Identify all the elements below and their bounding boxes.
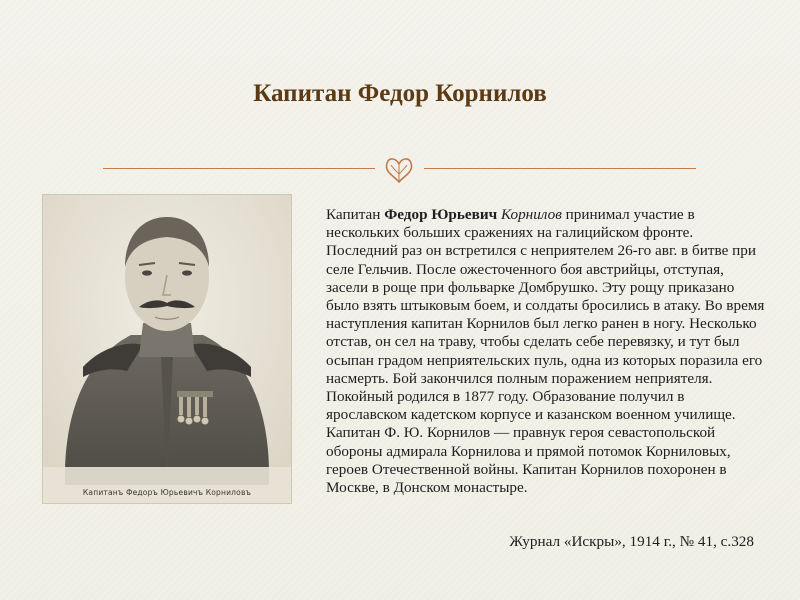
portrait-illustration — [43, 195, 291, 503]
intro-prefix: Капитан — [326, 206, 385, 223]
biography-body: принимал участие в нескольких больших сражениях на галицийском фронте. Последний раз он встретился с неприятелем 26-го авг. в битве при селе Гельчив. После ожесточенного боя австрийцы, отступая, засели в роще при фольварке Домбрушко. Эту рощу приказано было взять штыковым боем, и солдаты бросились в атаку. Во время наступления капитан Корнилов был легко ранен в ногу. Несколько отстав, он сел на траву, чтобы сделать себе перевязку, и тут был осыпан градом неприятельских пуль, одна из которых поразила его насмерть. Бой закончился полным поражением неприятеля. Покойный родился в 1877 году. Образование получил в ярославском кадетском корпусе и казанском военном училище. Капитан Ф. Ю. Корнилов — правнук героя севастопольской обороны адмирала Корнилова и прямой потомок Корниловых, героев Отечественной войны. Капитан Корнилов похоронен в Москве, в Донском монастыре. — [326, 206, 765, 497]
portrait-caption: Капитанъ Федоръ Юрьевичъ Корниловъ — [82, 488, 252, 497]
biography-text — [326, 206, 766, 497]
ornament-icon — [378, 148, 420, 190]
name-italic: Корнилов — [500, 206, 562, 223]
source-citation: Журнал «Искры», 1914 г., № 41, с.328 — [509, 533, 754, 550]
portrait-photo — [43, 195, 291, 503]
divider-right — [424, 168, 696, 169]
slide-title: Капитан Федор Корнилов — [253, 80, 547, 107]
name-bold: Федор Юрьевич — [384, 206, 498, 223]
divider-left — [103, 168, 375, 169]
